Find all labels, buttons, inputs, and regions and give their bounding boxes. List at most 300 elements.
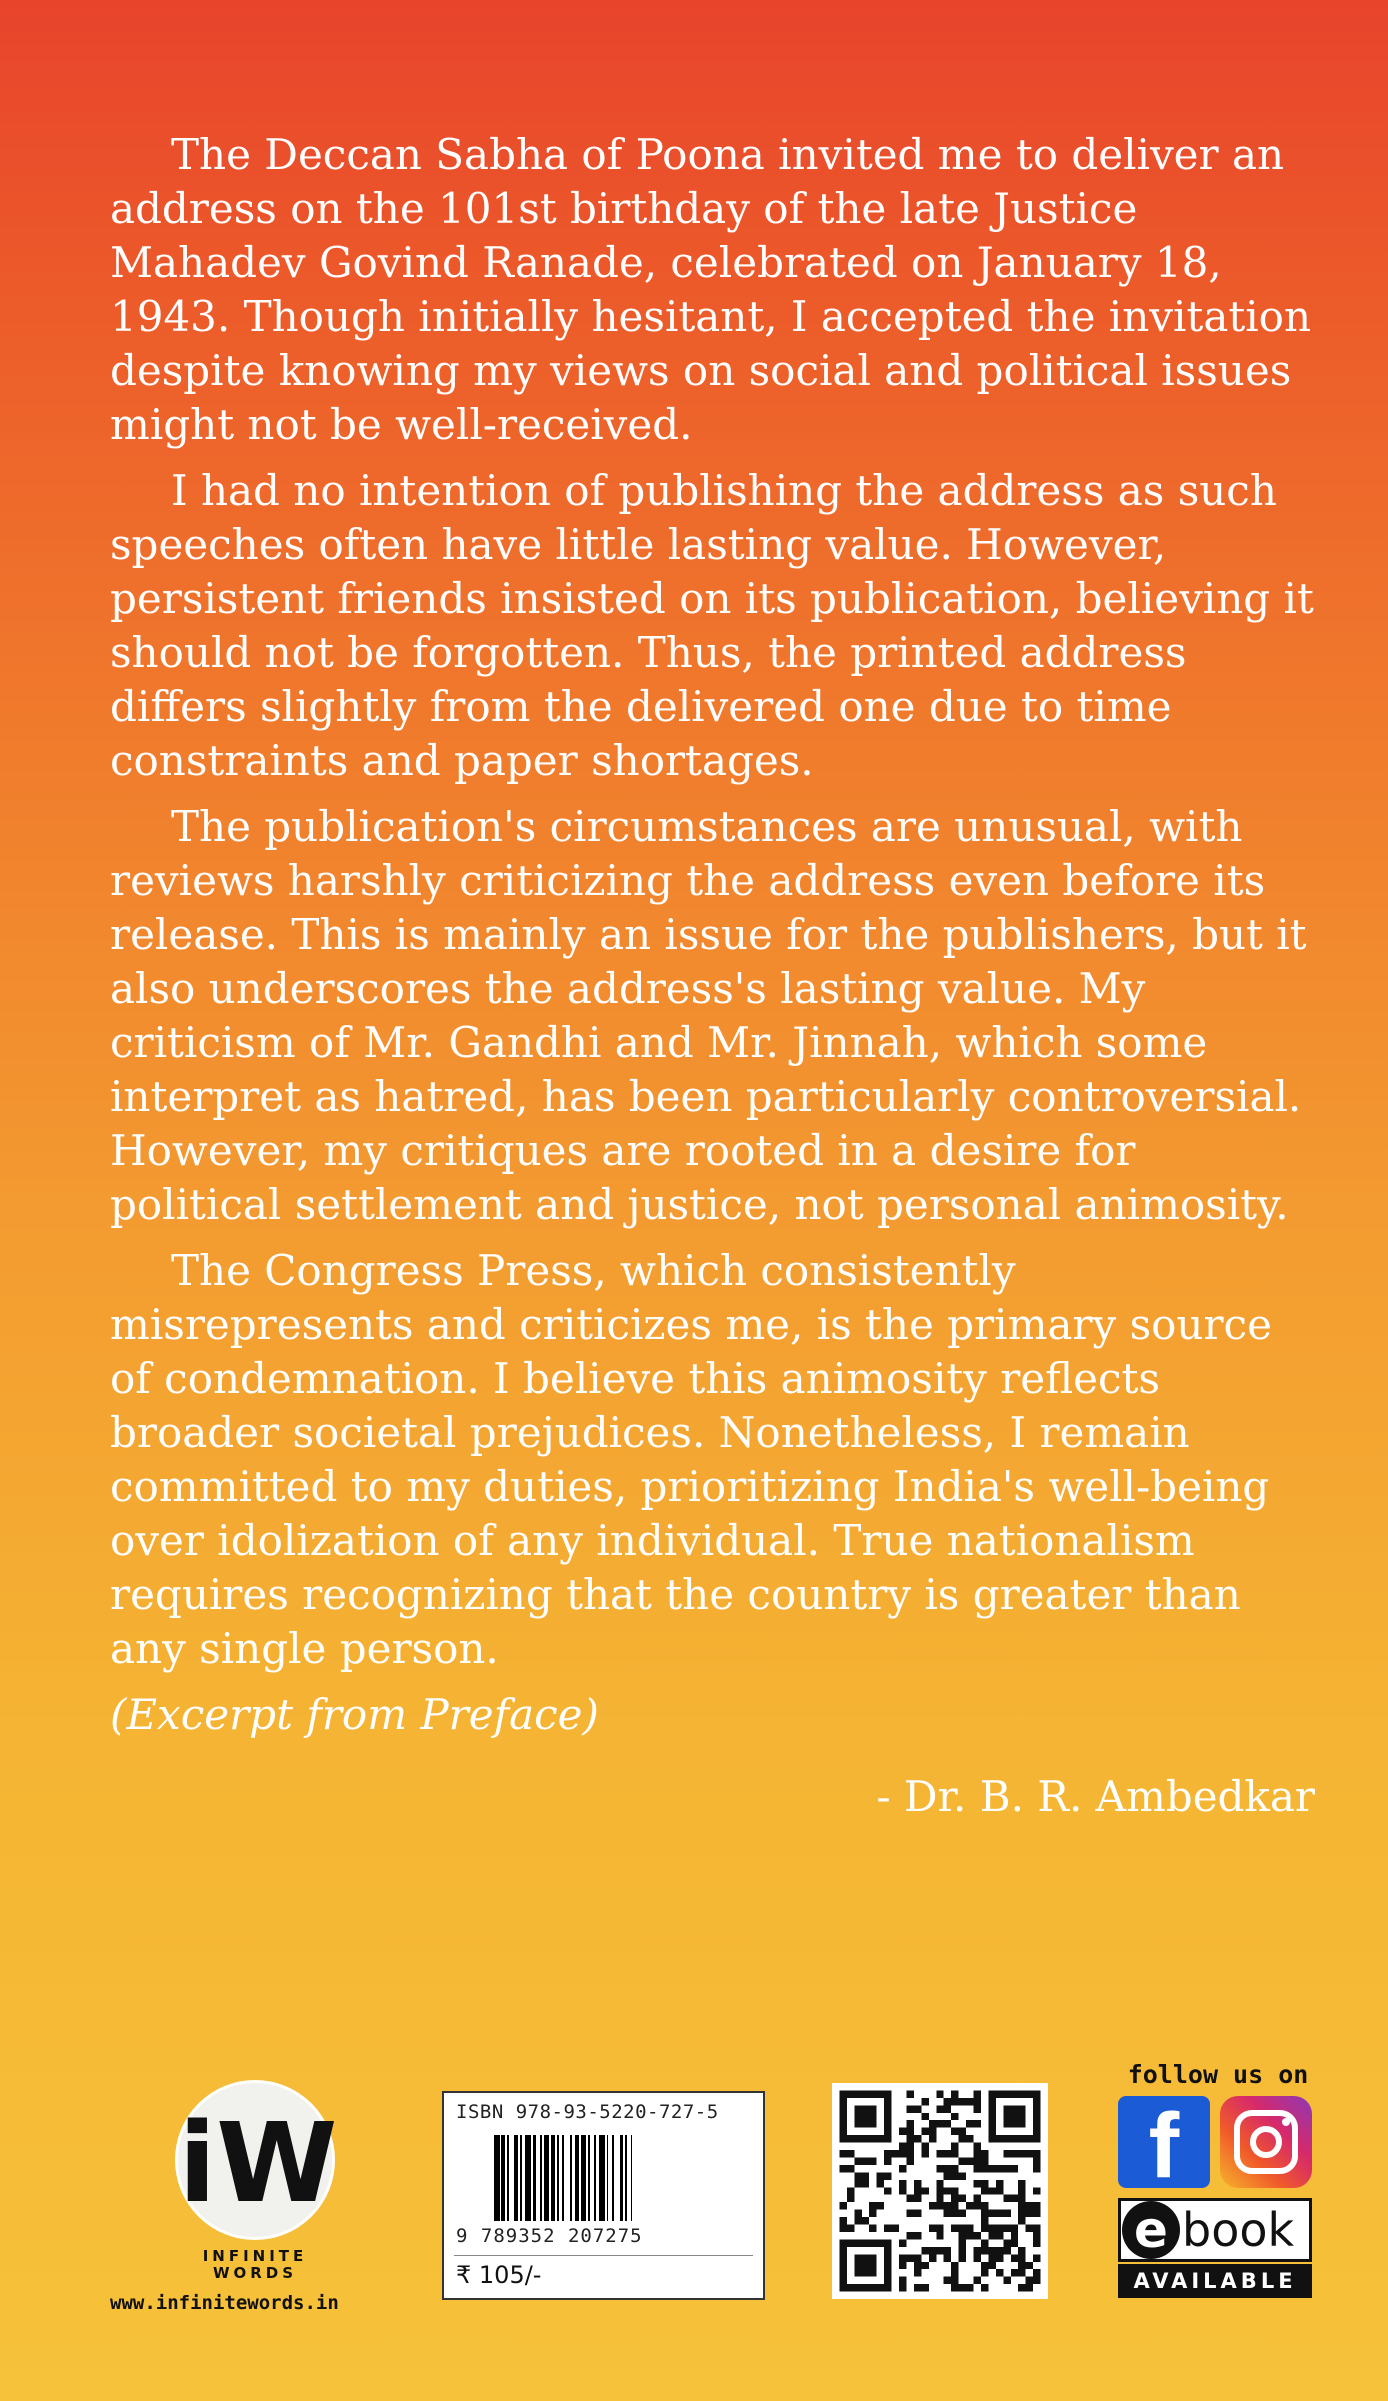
qr-module — [839, 2277, 846, 2284]
qr-module — [914, 2105, 921, 2112]
qr-module — [914, 2180, 921, 2187]
qr-module — [839, 2225, 846, 2232]
qr-module — [847, 2187, 854, 2194]
qr-module — [974, 2143, 981, 2150]
qr-module — [862, 2217, 869, 2224]
qr-module — [1003, 2120, 1010, 2127]
qr-module — [921, 2262, 928, 2269]
qr-module — [951, 2150, 958, 2157]
qr-module — [959, 2225, 966, 2232]
qr-module — [906, 2128, 913, 2135]
qr-module — [1026, 2090, 1033, 2097]
qr-module — [906, 2232, 913, 2239]
instagram-icon[interactable] — [1220, 2096, 1312, 2188]
qr-module — [839, 2284, 846, 2291]
qr-module — [839, 2120, 846, 2127]
qr-module — [892, 2150, 899, 2157]
qr-module — [862, 2284, 869, 2291]
qr-module — [1003, 2277, 1010, 2284]
price-label: ₹ 105/- — [456, 2261, 542, 2289]
qr-module — [981, 2247, 988, 2254]
qr-module — [914, 2262, 921, 2269]
barcode-gap — [632, 2135, 638, 2221]
qr-module — [974, 2157, 981, 2164]
qr-module — [847, 2225, 854, 2232]
qr-module — [862, 2157, 869, 2164]
qr-module — [862, 2262, 869, 2269]
qr-module — [1003, 2195, 1010, 2202]
logo-circle — [175, 2080, 338, 2240]
qr-module — [966, 2120, 973, 2127]
qr-module — [914, 2210, 921, 2217]
qr-module — [936, 2090, 943, 2097]
qr-module — [929, 2247, 936, 2254]
qr-module — [1033, 2225, 1040, 2232]
qr-module — [988, 2135, 995, 2142]
qr-module — [862, 2254, 869, 2261]
qr-module — [854, 2172, 861, 2179]
qr-module — [877, 2284, 884, 2291]
qr-module — [951, 2098, 958, 2105]
barcode-bars — [494, 2135, 744, 2221]
qr-module — [1018, 2105, 1025, 2112]
qr-module — [1018, 2210, 1025, 2217]
qr-module — [877, 2135, 884, 2142]
social-links — [1118, 2060, 1318, 2304]
qr-module — [929, 2120, 936, 2127]
logo-mark: iW — [178, 2099, 338, 2227]
qr-module — [1033, 2120, 1040, 2127]
available-label: AVAILABLE — [1118, 2264, 1312, 2298]
qr-module — [1018, 2217, 1025, 2224]
qr-module — [906, 2254, 913, 2261]
qr-module — [847, 2195, 854, 2202]
qr-module — [959, 2254, 966, 2261]
qr-module — [951, 2210, 958, 2217]
qr-module — [884, 2277, 891, 2284]
qr-module — [869, 2090, 876, 2097]
qr-module — [884, 2120, 891, 2127]
qr-module — [862, 2239, 869, 2246]
qr-module — [899, 2180, 906, 2187]
qr-module — [951, 2225, 958, 2232]
qr-module — [884, 2262, 891, 2269]
qr-module — [869, 2120, 876, 2127]
qr-module — [1011, 2165, 1018, 2172]
qr-module — [869, 2254, 876, 2261]
qr-module — [1011, 2135, 1018, 2142]
qr-module — [996, 2254, 1003, 2261]
qr-module — [906, 2210, 913, 2217]
qr-module — [981, 2210, 988, 2217]
qr-module — [988, 2098, 995, 2105]
qr-module — [966, 2202, 973, 2209]
qr-module — [899, 2239, 906, 2246]
qr-module — [884, 2150, 891, 2157]
qr-module — [869, 2239, 876, 2246]
qr-module — [951, 2284, 958, 2291]
qr-module — [966, 2225, 973, 2232]
qr-module — [854, 2217, 861, 2224]
qr-module — [944, 2254, 951, 2261]
preface-paragraph-2: I had no intention of publishing the address as such speeches often have little lasting value. However, persistent friends insisted on its publication, believing it should not be forgotten. Thus, the printed address differs slightly from the delivered one due to time constraints and paper shortages. — [110, 466, 1314, 785]
qr-module — [1011, 2239, 1018, 2246]
qr-module — [959, 2128, 966, 2135]
qr-module — [974, 2090, 981, 2097]
qr-module — [884, 2239, 891, 2246]
qr-module — [966, 2284, 973, 2291]
qr-module — [854, 2105, 861, 2112]
qr-module — [899, 2254, 906, 2261]
qr-module — [906, 2150, 913, 2157]
qr-module — [951, 2172, 958, 2179]
qr-module — [974, 2254, 981, 2261]
qr-module — [914, 2195, 921, 2202]
qr-module — [951, 2277, 958, 2284]
qr-module — [906, 2157, 913, 2164]
qr-module — [988, 2128, 995, 2135]
qr-module — [936, 2120, 943, 2127]
qr-module — [1033, 2239, 1040, 2246]
qr-module — [944, 2277, 951, 2284]
qr-module — [988, 2210, 995, 2217]
qr-module — [899, 2150, 906, 2157]
qr-module — [981, 2262, 988, 2269]
qr-module — [847, 2284, 854, 2291]
qr-module — [974, 2165, 981, 2172]
qr-module — [854, 2180, 861, 2187]
qr-module — [869, 2210, 876, 2217]
qr-module — [884, 2128, 891, 2135]
qr-module — [862, 2269, 869, 2276]
qr-module — [899, 2284, 906, 2291]
qr-module — [884, 2098, 891, 2105]
qr-module — [959, 2195, 966, 2202]
qr-module — [854, 2120, 861, 2127]
qr-module — [981, 2157, 988, 2164]
qr-module — [1033, 2210, 1040, 2217]
qr-module — [847, 2150, 854, 2157]
publisher-url[interactable]: www.infinitewords.in — [110, 2292, 339, 2314]
ebook-badge[interactable] — [1118, 2198, 1312, 2262]
qr-module — [1003, 2247, 1010, 2254]
qr-module — [862, 2090, 869, 2097]
instagram-dot — [1282, 2118, 1290, 2126]
publisher-name-line1: INFINITE — [202, 2247, 308, 2265]
qr-module — [1026, 2202, 1033, 2209]
qr-module — [884, 2187, 891, 2194]
qr-module — [1026, 2225, 1033, 2232]
qr-module — [854, 2262, 861, 2269]
qr-module — [862, 2120, 869, 2127]
qr-module — [854, 2269, 861, 2276]
qr-module — [951, 2113, 958, 2120]
qr-module — [869, 2284, 876, 2291]
qr-module — [981, 2187, 988, 2194]
qr-module — [988, 2232, 995, 2239]
qr-module — [906, 2135, 913, 2142]
qr-module — [936, 2195, 943, 2202]
qr-module — [839, 2247, 846, 2254]
qr-code[interactable] — [832, 2083, 1048, 2299]
qr-module — [981, 2217, 988, 2224]
qr-module — [1026, 2150, 1033, 2157]
qr-module — [988, 2105, 995, 2112]
qr-module — [1018, 2247, 1025, 2254]
qr-module — [839, 2150, 846, 2157]
qr-module — [839, 2105, 846, 2112]
qr-module — [929, 2128, 936, 2135]
qr-module — [996, 2135, 1003, 2142]
preface-paragraph-3: The publication's circumstances are unusual, with reviews harshly criticizing the address even before its release. This is mainly an issue for the publishers, but it also underscores the address's lasting value. My criticism of Mr. Gandhi and Mr. Jinnah, which some interpret as hatred, has been particularly controversial. However, my critiques are rooted in a desire for political settlement and justice, not personal animosity. — [110, 802, 1307, 1229]
qr-module — [936, 2180, 943, 2187]
qr-module — [1003, 2113, 1010, 2120]
qr-module — [981, 2284, 988, 2291]
qr-module — [951, 2187, 958, 2194]
qr-module — [996, 2180, 1003, 2187]
qr-module — [839, 2239, 846, 2246]
qr-module — [1033, 2105, 1040, 2112]
qr-module — [847, 2090, 854, 2097]
qr-module — [1011, 2254, 1018, 2261]
qr-module — [877, 2239, 884, 2246]
qr-module — [988, 2225, 995, 2232]
qr-module — [839, 2254, 846, 2261]
qr-module — [966, 2098, 973, 2105]
qr-module — [988, 2262, 995, 2269]
qr-module — [959, 2098, 966, 2105]
qr-module — [996, 2269, 1003, 2276]
qr-module — [974, 2098, 981, 2105]
qr-module — [981, 2239, 988, 2246]
qr-module — [944, 2105, 951, 2112]
qr-module — [884, 2105, 891, 2112]
qr-module — [839, 2098, 846, 2105]
qr-module — [951, 2128, 958, 2135]
qr-module — [1033, 2150, 1040, 2157]
qr-module — [988, 2090, 995, 2097]
qr-module — [1003, 2150, 1010, 2157]
qr-module — [1018, 2262, 1025, 2269]
qr-module — [839, 2128, 846, 2135]
qr-module — [1003, 2105, 1010, 2112]
qr-module — [929, 2225, 936, 2232]
qr-module — [1033, 2098, 1040, 2105]
qr-module — [1026, 2135, 1033, 2142]
qr-module — [936, 2202, 943, 2209]
preface-excerpt — [110, 128, 1315, 1824]
qr-module — [959, 2135, 966, 2142]
qr-module — [1011, 2195, 1018, 2202]
qr-module — [1011, 2105, 1018, 2112]
qr-module — [854, 2210, 861, 2217]
qr-module — [899, 2143, 906, 2150]
qr-module — [862, 2180, 869, 2187]
qr-module — [1033, 2187, 1040, 2194]
qr-module — [869, 2113, 876, 2120]
isbn-label: ISBN 978-93-5220-727-5 — [456, 2101, 719, 2123]
qr-module — [847, 2165, 854, 2172]
qr-module — [944, 2202, 951, 2209]
qr-module — [974, 2105, 981, 2112]
qr-module — [906, 2143, 913, 2150]
qr-module — [854, 2157, 861, 2164]
qr-module — [988, 2187, 995, 2194]
qr-module — [1033, 2113, 1040, 2120]
qr-module — [884, 2254, 891, 2261]
qr-module — [906, 2120, 913, 2127]
qr-module — [951, 2143, 958, 2150]
qr-module — [951, 2195, 958, 2202]
qr-module — [1018, 2195, 1025, 2202]
qr-module — [877, 2180, 884, 2187]
qr-module — [1026, 2277, 1033, 2284]
qr-module — [921, 2098, 928, 2105]
qr-module — [1018, 2202, 1025, 2209]
qr-module — [884, 2113, 891, 2120]
qr-module — [877, 2172, 884, 2179]
qr-module — [1033, 2157, 1040, 2164]
qr-module — [944, 2098, 951, 2105]
qr-module — [929, 2254, 936, 2261]
qr-module — [944, 2165, 951, 2172]
qr-module — [1003, 2165, 1010, 2172]
qr-module — [1033, 2128, 1040, 2135]
qr-module — [1018, 2150, 1025, 2157]
qr-module — [981, 2269, 988, 2276]
qr-module — [906, 2195, 913, 2202]
qr-module — [854, 2090, 861, 2097]
qr-module — [1033, 2269, 1040, 2276]
qr-module — [944, 2172, 951, 2179]
qr-module — [854, 2284, 861, 2291]
qr-module — [847, 2135, 854, 2142]
qr-module — [1018, 2090, 1025, 2097]
qr-module — [921, 2247, 928, 2254]
qr-module — [988, 2120, 995, 2127]
qr-module — [892, 2225, 899, 2232]
qr-module — [974, 2195, 981, 2202]
publisher-logo[interactable] — [110, 2080, 410, 2314]
qr-module — [951, 2090, 958, 2097]
qr-module — [1003, 2225, 1010, 2232]
qr-module — [1003, 2135, 1010, 2142]
qr-module — [959, 2247, 966, 2254]
qr-module — [884, 2135, 891, 2142]
qr-module — [1018, 2187, 1025, 2194]
isbn-barcode — [442, 2091, 765, 2300]
qr-module — [959, 2232, 966, 2239]
qr-module — [854, 2113, 861, 2120]
qr-module — [914, 2187, 921, 2194]
qr-module — [936, 2225, 943, 2232]
qr-module — [1011, 2225, 1018, 2232]
qr-module — [906, 2105, 913, 2112]
qr-module — [1011, 2113, 1018, 2120]
qr-module — [959, 2210, 966, 2217]
qr-module — [869, 2225, 876, 2232]
qr-module — [974, 2247, 981, 2254]
qr-module — [884, 2172, 891, 2179]
qr-module — [899, 2128, 906, 2135]
preface-paragraph-4: The Congress Press, which consistently misrepresents and criticizes me, is the primary source of condemnation. I believe this animosity reflects broader societal prejudices. Nonetheless, I remain committed to my duties, prioritizing India's well-being over idolization of any individual. True nationalism requires recognizing that the country is greater than any single person. — [110, 1246, 1272, 1673]
qr-module — [854, 2239, 861, 2246]
qr-module — [1033, 2165, 1040, 2172]
facebook-icon[interactable]: f — [1118, 2096, 1210, 2188]
qr-module — [1026, 2262, 1033, 2269]
qr-module — [914, 2269, 921, 2276]
qr-module — [899, 2262, 906, 2269]
qr-module — [862, 2135, 869, 2142]
qr-module — [839, 2262, 846, 2269]
qr-module — [936, 2187, 943, 2194]
qr-module — [914, 2254, 921, 2261]
qr-module — [1018, 2113, 1025, 2120]
qr-module — [959, 2172, 966, 2179]
qr-module — [944, 2150, 951, 2157]
qr-module — [966, 2157, 973, 2164]
qr-module — [1018, 2269, 1025, 2276]
qr-module — [929, 2135, 936, 2142]
qr-module — [1003, 2090, 1010, 2097]
instagram-lens — [1250, 2126, 1282, 2158]
follow-us-label: follow us on — [1127, 2060, 1309, 2089]
qr-module — [862, 2172, 869, 2179]
qr-module — [839, 2090, 846, 2097]
qr-module — [936, 2105, 943, 2112]
barcode-digits: 9 789352 207275 — [456, 2225, 643, 2247]
price-divider — [454, 2255, 753, 2256]
qr-module — [1018, 2120, 1025, 2127]
qr-module — [869, 2157, 876, 2164]
qr-module — [974, 2120, 981, 2127]
qr-module — [1011, 2232, 1018, 2239]
qr-module — [1033, 2135, 1040, 2142]
qr-module — [951, 2165, 958, 2172]
publisher-name — [175, 2248, 335, 2282]
qr-module — [1011, 2120, 1018, 2127]
qr-module — [877, 2090, 884, 2097]
qr-module — [966, 2232, 973, 2239]
qr-module — [988, 2247, 995, 2254]
qr-module — [974, 2232, 981, 2239]
qr-module — [899, 2165, 906, 2172]
qr-module — [899, 2187, 906, 2194]
qr-module — [884, 2269, 891, 2276]
qr-module — [959, 2284, 966, 2291]
qr-module — [981, 2202, 988, 2209]
qr-module — [839, 2269, 846, 2276]
qr-module — [1018, 2254, 1025, 2261]
qr-module — [839, 2217, 846, 2224]
qr-module — [951, 2269, 958, 2276]
qr-module — [996, 2232, 1003, 2239]
qr-module — [839, 2202, 846, 2209]
qr-module — [959, 2239, 966, 2246]
qr-module — [854, 2254, 861, 2261]
author-signature: - Dr. B. R. Ambedkar — [876, 1772, 1315, 1821]
qr-module — [1003, 2210, 1010, 2217]
qr-module — [944, 2247, 951, 2254]
qr-module — [914, 2232, 921, 2239]
qr-module — [936, 2247, 943, 2254]
qr-module — [1018, 2135, 1025, 2142]
qr-module — [959, 2157, 966, 2164]
qr-module — [869, 2135, 876, 2142]
qr-module — [1018, 2284, 1025, 2291]
qr-module — [839, 2113, 846, 2120]
qr-module — [951, 2202, 958, 2209]
